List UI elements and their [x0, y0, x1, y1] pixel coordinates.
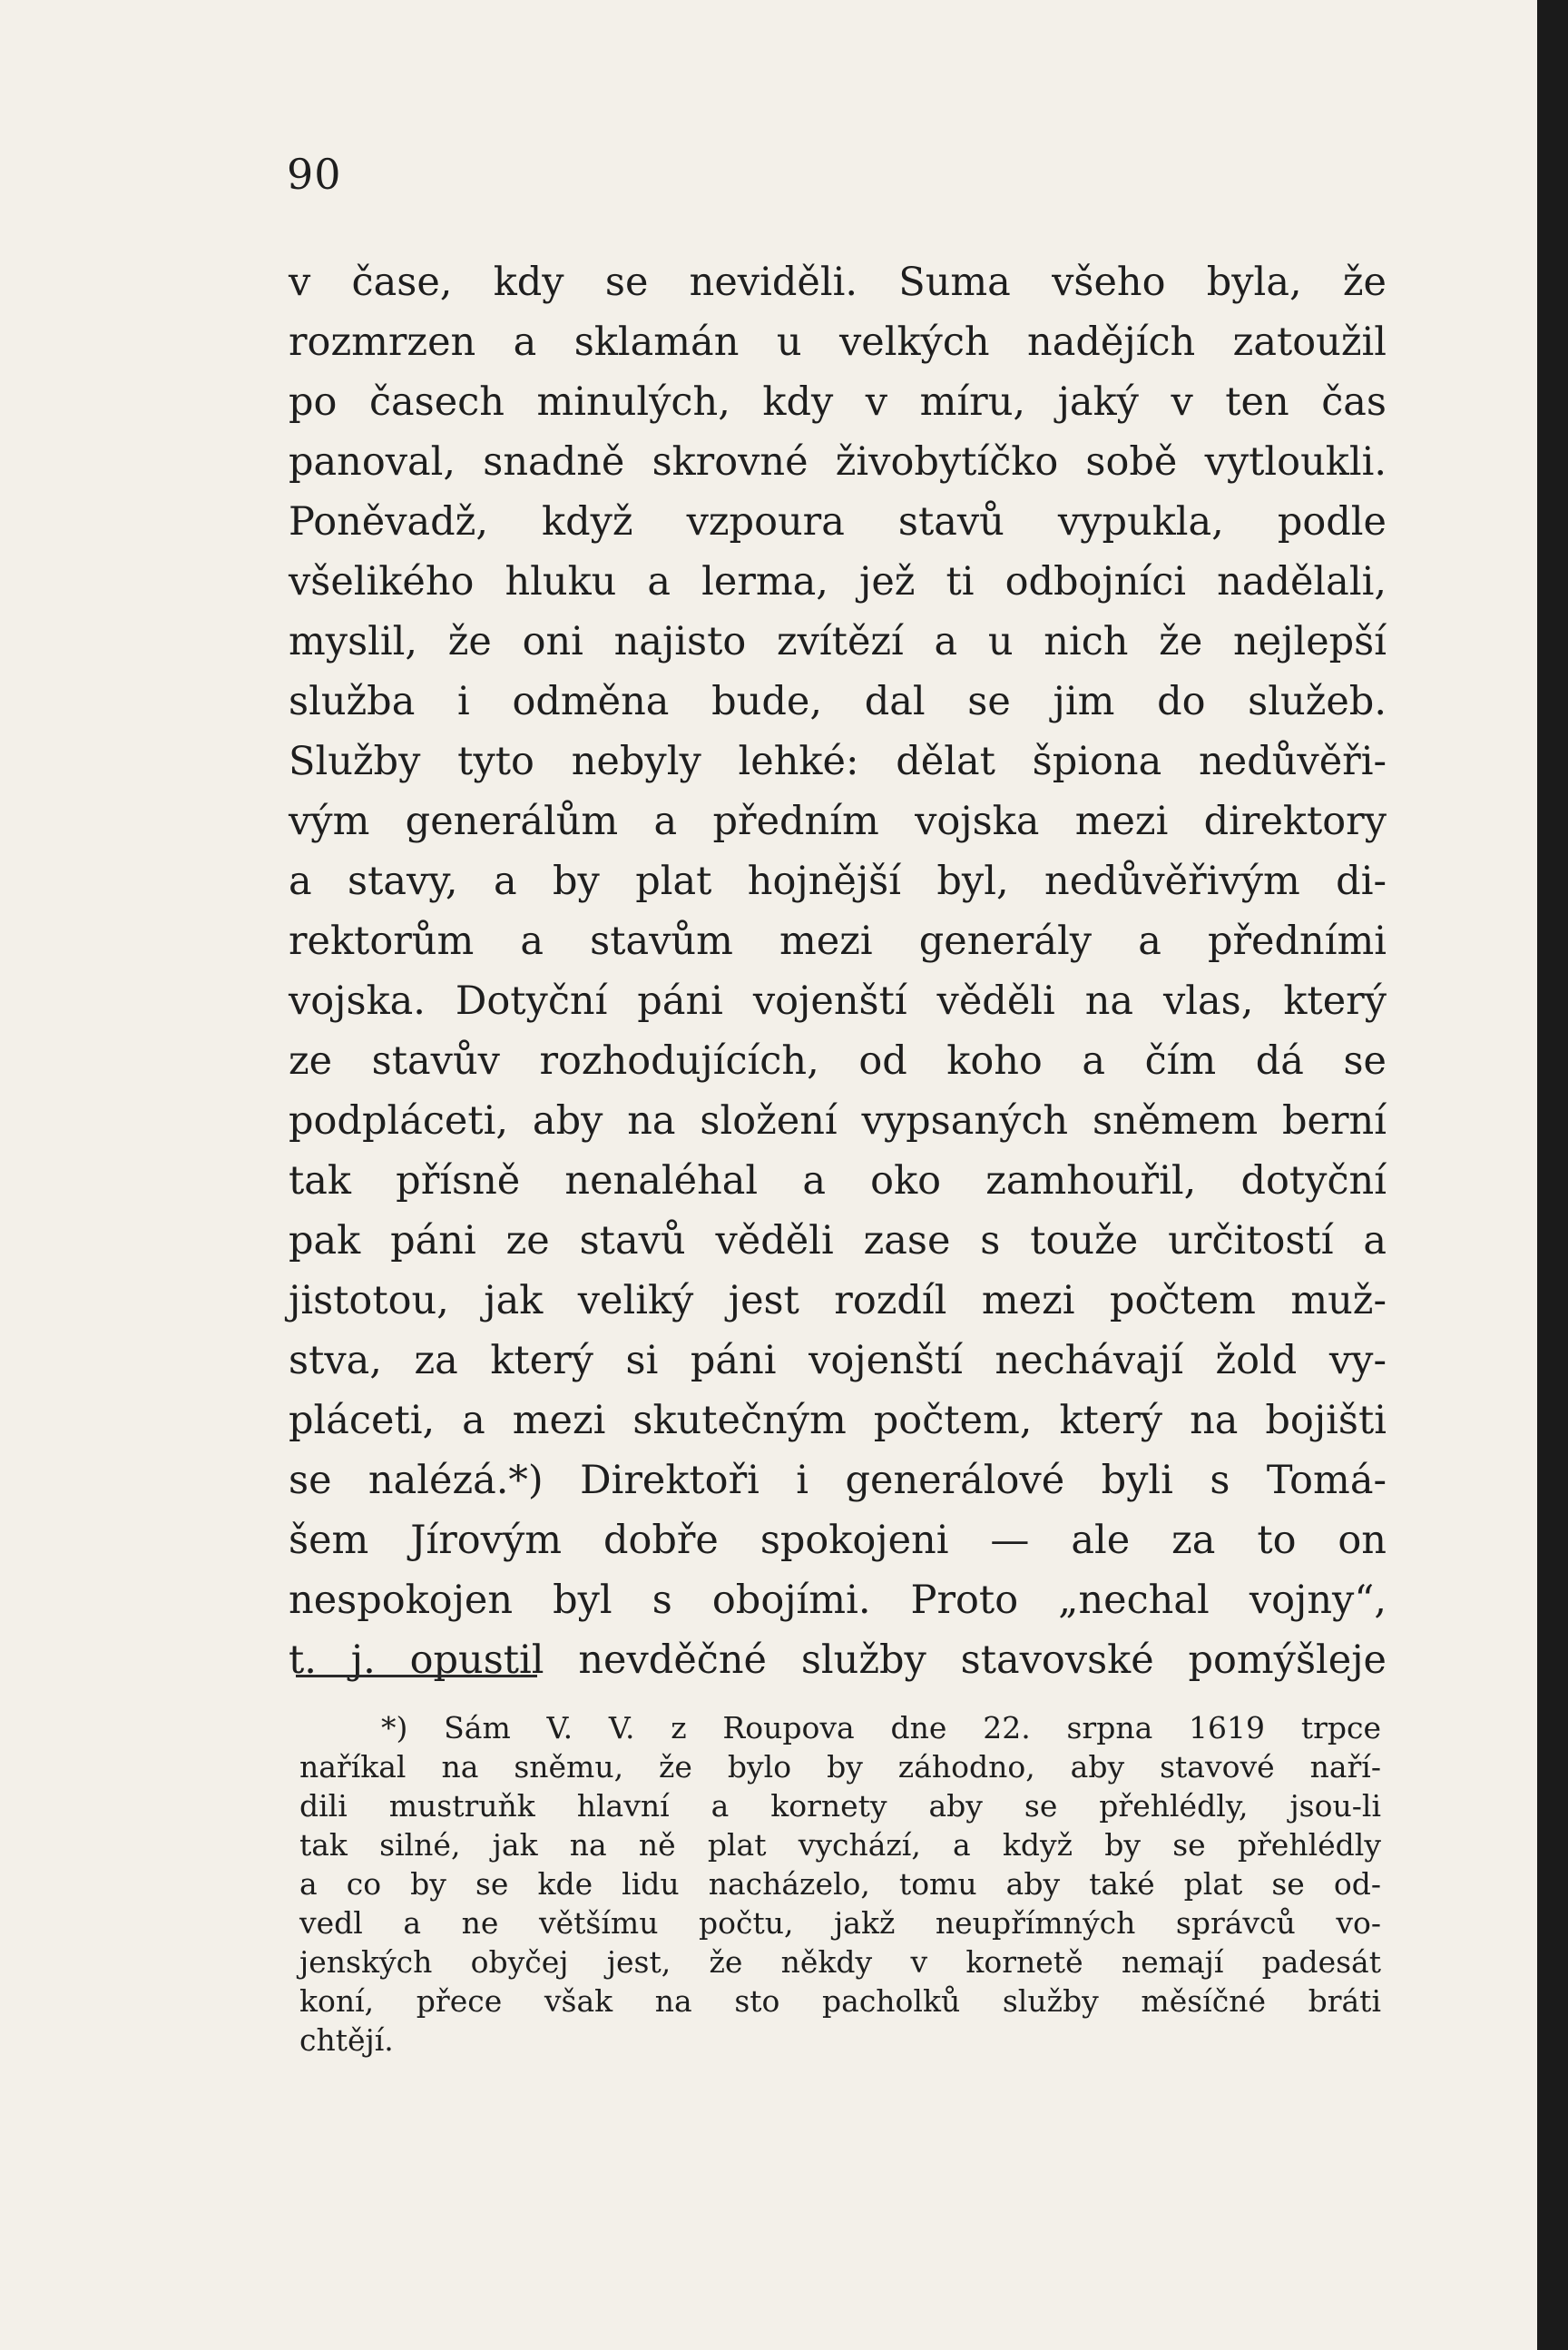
footnote-line: chtějí. — [299, 2022, 394, 2058]
body-line: vým generálům a předním vojska mezi direktory — [289, 799, 1387, 844]
body-line: vojska. Dotyční páni vojenští věděli na vlas, který — [289, 978, 1387, 1024]
body-line: rektorům a stavům mezi generály a předními — [289, 919, 1387, 964]
footnote-line: tak silné, jak na ně plat vychází, a když by se přehlédly — [299, 1827, 1381, 1863]
body-line: šem Jírovým dobře spokojeni — ale za to on — [289, 1518, 1387, 1563]
footnote — [299, 1708, 1381, 2060]
footnote-line: vedl a ne většímu počtu, jakž neupřímných správců vo- — [299, 1905, 1381, 1941]
body-line: ze stavův rozhodujících, od koho a čím dá se — [289, 1038, 1387, 1084]
footnote-line: jenských obyčej jest, že někdy v kornetě nemají padesát — [299, 1944, 1381, 1980]
footnote-line: a co by se kde lidu nacházelo, tomu aby také plat se od- — [299, 1866, 1381, 1902]
footnote-line: dili mustruňk hlavní a kornety aby se přehlédly, jsou-li — [299, 1788, 1381, 1824]
footnote-line: naříkal na sněmu, že bylo by záhodno, aby stavové naří- — [299, 1749, 1381, 1785]
body-line: v čase, kdy se neviděli. Suma všeho byla, že — [289, 260, 1387, 305]
book-spine-edge — [1537, 0, 1568, 2350]
body-line: t. j. opustil nevděčné služby stavovské pomýšleje — [289, 1637, 1387, 1683]
page-number: 90 — [287, 150, 342, 199]
body-line: myslil, že oni najisto zvítězí a u nich že nejlepší — [289, 619, 1387, 664]
footnote-line: koní, přece však na sto pacholků služby měsíčné bráti — [299, 1983, 1381, 2019]
body-line: služba i odměna bude, dal se jim do služeb. — [289, 679, 1387, 724]
body-text — [289, 252, 1387, 1690]
body-line: rozmrzen a sklamán u velkých nadějích zatoužil — [289, 320, 1387, 365]
body-line: tak přísně nenaléhal a oko zamhouřil, dotyční — [289, 1158, 1387, 1204]
body-line: a stavy, a by plat hojnější byl, nedůvěřivým di- — [289, 859, 1387, 904]
body-line: po časech minulých, kdy v míru, jaký v ten čas — [289, 379, 1387, 425]
body-line: podpláceti, aby na složení vypsaných sněmem berní — [289, 1098, 1387, 1144]
body-line: všelikého hluku a lerma, jež ti odbojníci nadělali, — [289, 559, 1387, 605]
body-line: nespokojen byl s obojími. Proto „nechal vojny“, — [289, 1578, 1387, 1623]
body-line: se nalézá.*) Direktoři i generálové byli s Tomá- — [289, 1458, 1387, 1503]
body-line: jistotou, jak veliký jest rozdíl mezi počtem muž- — [289, 1278, 1387, 1323]
body-line: pak páni ze stavů věděli zase s touže určitostí a — [289, 1218, 1387, 1263]
body-line: stva, za který si páni vojenští nechávají žold vy- — [289, 1338, 1387, 1383]
body-line: panoval, snadně skrovné živobytíčko sobě vytloukli. — [289, 439, 1387, 485]
body-line: Služby tyto nebyly lehké: dělat špiona nedůvěři- — [289, 739, 1387, 784]
body-line: pláceti, a mezi skutečným počtem, který na bojišti — [289, 1398, 1387, 1443]
footnote-divider — [296, 1675, 537, 1677]
body-line: Poněvadž, když vzpoura stavů vypukla, podle — [289, 499, 1387, 545]
footnote-line: *) Sám V. V. z Roupova dne 22. srpna 1619 trpce — [381, 1710, 1381, 1745]
